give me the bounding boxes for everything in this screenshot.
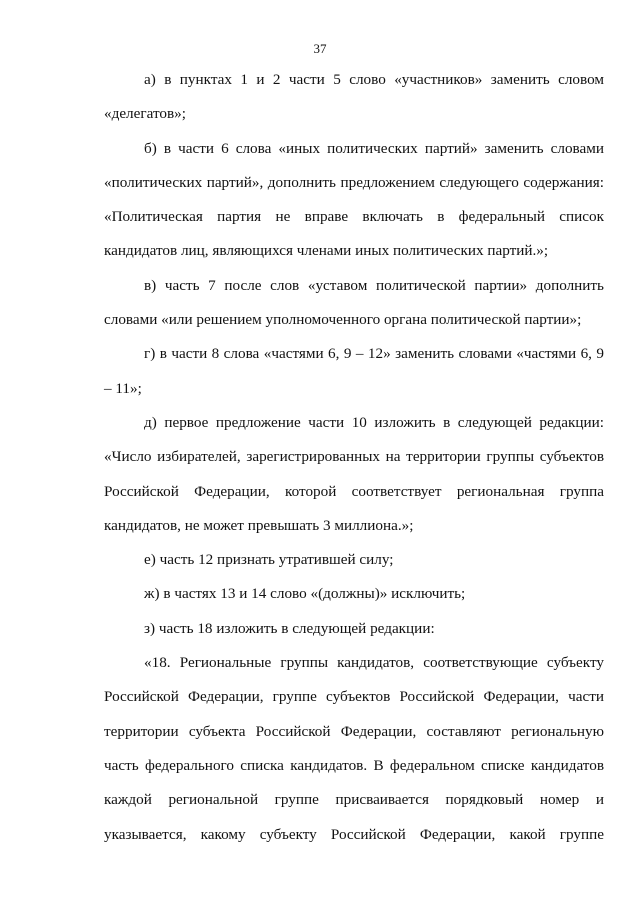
page-number: 37 xyxy=(313,41,327,56)
paragraph-z: з) часть 18 изложить в следующей редакции: xyxy=(144,619,435,637)
paragraph-b: б) в части 6 слова «иных политических партий» заменить словами «политических партий», дополнить предложением следующего содержания: xyxy=(104,139,604,191)
paragraph-zh: ж) в частях 13 и 14 слово «(должны)» исключить; xyxy=(144,585,466,603)
paragraph-a: а) в пунктах 1 и 2 части 5 слово «участников» заменить словом «делегатов»; xyxy=(104,71,604,123)
paragraph-g: г) в части 8 слова «частями 6, 9 – 12» заменить словами «частями 6, 9 – 11»; xyxy=(104,345,604,397)
paragraph-d: д) первое предложение части 10 изложить в следующей редакции: xyxy=(144,413,604,431)
paragraph-quote-party: «Политическая партия не вправе включать в федеральный список кандидатов лиц, являющихся членами иных политических партий.»; xyxy=(104,208,604,260)
paragraph-quote-18: «18. Региональные группы кандидатов, соответствующие субъекту Российской Федерации, группе субъектов Российской Федерации, части территории субъекта Российской Федерации, составляют региональную часть федерального списка кандидатов. В федеральном списке кандидатов каждой региональной группе присваивается порядковый номер и указывается, какому субъекту Российской Федерации, какой группе xyxy=(104,654,604,843)
document-body xyxy=(104,63,604,852)
paragraph-v: в) часть 7 после слов «уставом политической партии» дополнить словами «или решением уполномоченного органа политической партии»; xyxy=(104,276,604,329)
paragraph-quote-voters: «Число избирателей, зарегистрированных на территории группы субъектов Российской Федерации, которой соответствует региональная группа кандидатов, не может превышать 3 миллиона.»; xyxy=(104,448,604,534)
paragraph-e: е) часть 12 признать утратившей силу; xyxy=(144,551,394,569)
